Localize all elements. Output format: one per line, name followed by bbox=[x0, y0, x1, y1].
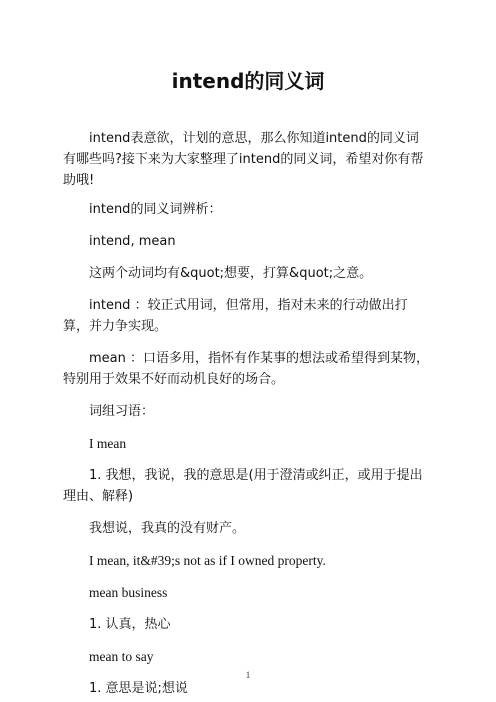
phrase-i-mean-definition: 1. 我想，我说，我的意思是(用于澄清或纠正，或用于提出理由、解释) bbox=[63, 468, 423, 504]
example-chinese: 我想说，我真的没有财产。 bbox=[89, 521, 246, 536]
phrases-heading: 词组习语： bbox=[89, 404, 155, 419]
document-body bbox=[63, 128, 431, 699]
example-english: I mean, it&#39;s not as if I owned property. bbox=[89, 553, 326, 568]
phrase-i-mean: I mean bbox=[89, 436, 127, 451]
page-number: 1 bbox=[245, 670, 251, 680]
synonym-analysis-heading: intend的同义词辨析： bbox=[89, 202, 222, 217]
phrase-mean-business: mean business bbox=[89, 585, 168, 600]
intend-definition: intend ：较正式用词，但常用，指对未来的行动做出打算，并力争实现。 bbox=[63, 298, 408, 334]
intro-paragraph: intend表意欲，计划的意思，那么你知道intend的同义词有哪些吗?接下来为大家整理了intend的同义词，希望对你有帮助哦! bbox=[63, 131, 424, 188]
document-title: intend的同义词 bbox=[171, 69, 325, 93]
shared-meaning: 这两个动词均有&quot;想要，打算&quot;之意。 bbox=[89, 266, 373, 281]
mean-definition: mean ：口语多用，指怀有作某事的想法或希望得到某物，特别用于效果不好而动机良好的场合。 bbox=[63, 351, 429, 387]
phrase-mean-to-say-definition: 1. 意思是说;想说 bbox=[89, 681, 188, 696]
phrase-mean-to-say: mean to say bbox=[89, 649, 154, 664]
phrase-mean-business-definition: 1. 认真，热心 bbox=[89, 617, 171, 632]
synonym-pair: intend, mean bbox=[89, 234, 176, 249]
